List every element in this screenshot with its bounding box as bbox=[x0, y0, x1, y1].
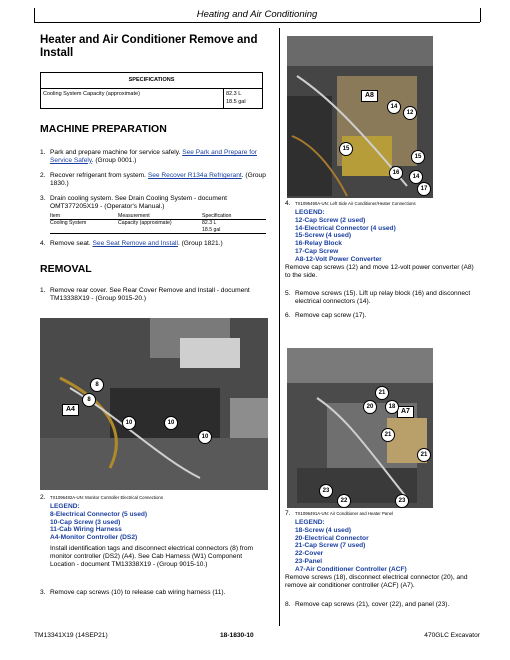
photo-illustration bbox=[287, 348, 433, 508]
callout-12: 12 bbox=[403, 106, 417, 120]
link-recover-refrigerant[interactable]: See Recover R134a Refrigerant bbox=[147, 172, 242, 179]
prep-spec-table: Item Measurement Specification Cooling System Capacity (approximate) 82.3 L 18.5 gal bbox=[50, 213, 266, 234]
callout-10c: 10 bbox=[198, 430, 212, 444]
figure-left-side-connections bbox=[287, 36, 433, 198]
callout-8a: 8 bbox=[90, 378, 104, 392]
column-divider bbox=[279, 28, 280, 626]
callout-18: 18 bbox=[385, 400, 399, 414]
link-park-prepare[interactable]: See Park and Prepare for Service Safely bbox=[50, 149, 257, 164]
callout-10b: 10 bbox=[164, 416, 178, 430]
removal-heading: REMOVAL bbox=[40, 263, 92, 275]
figure-monitor-controller bbox=[40, 318, 268, 490]
footer-model: 470GLC Excavator bbox=[424, 632, 480, 639]
figure2-text: Remove cap screws (12) and move 12-volt power converter (A8) to the side. bbox=[285, 264, 474, 279]
link-seat-remove[interactable]: See Seat Remove and Install bbox=[92, 240, 178, 247]
figure1-caption: 2. TX1096482A-UN: Monitor Controller Electrical Connections bbox=[40, 494, 163, 501]
prep-step-4: 4. Remove seat. See Seat Remove and Install. (Group 1821.) bbox=[40, 240, 223, 247]
callout-15a: 15 bbox=[339, 142, 353, 156]
prep-step-1: 1. Park and prepare machine for service safely. See Park and Prepare for Service Safely. (Group 0001.) bbox=[40, 149, 257, 164]
callout-21c: 21 bbox=[417, 448, 431, 462]
machine-prep-heading: MACHINE PREPARATION bbox=[40, 123, 167, 135]
page-header: Heating and Air Conditioning bbox=[34, 8, 480, 23]
callout-10a: 10 bbox=[122, 416, 136, 430]
callout-a4: A4 bbox=[62, 404, 79, 416]
callout-20: 20 bbox=[363, 400, 377, 414]
callout-a8: A8 bbox=[361, 90, 378, 102]
footer-doc-id: TM13341X19 (14SEP21) bbox=[34, 632, 108, 639]
footer-page-number: 18-1830-10 bbox=[220, 632, 254, 639]
figure3-legend: LEGEND: 18-Screw (4 used) 20-Electrical Connector 21-Cap Screw (7 used) 22-Cover 23-Panel A7-Air Conditioner Controller (ACF) bbox=[295, 519, 407, 573]
figure2-legend: LEGEND: 12-Cap Screw (2 used) 14-Electrical Connector (4 used) 15-Screw (4 used) 16-Relay Block 17-Cap Screw A8-12-Volt Power Converter bbox=[295, 209, 396, 263]
callout-17: 17 bbox=[417, 182, 431, 196]
callout-23b: 23 bbox=[395, 494, 409, 508]
figure1-text: Install identification tags and disconnect electrical connectors (8) from monitor controller (DS2) (A4). See Cab Harness (W1) Component Location - document TM13338X19 - (Group 9015-10.) bbox=[50, 545, 254, 568]
callout-21a: 21 bbox=[375, 386, 389, 400]
figure3-caption: 7. TX1096491A-UN: Air Conditioner and Heater Panel bbox=[285, 510, 393, 517]
spec-label: Cooling System Capacity (approximate) bbox=[41, 89, 224, 108]
prep-step-2: 2. Recover refrigerant from system. See Recover R134a Refrigerant. (Group 1830.) bbox=[40, 172, 266, 187]
figure1-legend: LEGEND: 8-Electrical Connector (5 used) 10-Cap Screw (3 used) 11-Cab Wiring Harness A4-Monitor Controller (DS2) bbox=[50, 503, 148, 542]
step-6: 6. Remove cap screw (17). bbox=[285, 312, 367, 319]
callout-8b: 8 bbox=[82, 393, 96, 407]
callout-14a: 14 bbox=[387, 100, 401, 114]
callout-16: 16 bbox=[389, 166, 403, 180]
header-border-right bbox=[480, 8, 481, 22]
spec-values: 82.3 L 18.5 gal bbox=[226, 91, 246, 105]
callout-21b: 21 bbox=[381, 428, 395, 442]
callout-14b: 14 bbox=[409, 170, 423, 184]
section-title: Heater and Air Conditioner Remove and Install bbox=[40, 34, 258, 59]
figure2-caption: 4. TX1096490A-UN: Left Side Air Conditioner/Heater Connections bbox=[285, 200, 416, 207]
callout-23a: 23 bbox=[319, 484, 333, 498]
step-8: 8. Remove cap screws (21), cover (22), and panel (23). bbox=[285, 601, 450, 608]
callout-15b: 15 bbox=[411, 150, 425, 164]
prep-step-3: 3. Drain cooling system. See Drain Cooling System - document OMT377205X19 - (Operator's Manual.) bbox=[40, 195, 228, 210]
figure3-text: Remove screws (18), disconnect electrical connector (20), and remove air conditioner controller (ACF) (A7). bbox=[285, 574, 468, 589]
specifications-table bbox=[40, 72, 263, 109]
removal-step-1: 1. Remove rear cover. See Rear Cover Remove and Install - document TM13338X19 - (Group 9015-20.) bbox=[40, 287, 250, 302]
figure-ac-heater-panel bbox=[287, 348, 433, 508]
spec-caption: SPECIFICATIONS bbox=[41, 73, 262, 89]
step-5: 5. Remove screws (15). Lift up relay block (16) and disconnect electrical connectors (14). bbox=[285, 290, 471, 305]
callout-a7: A7 bbox=[397, 406, 414, 418]
step-3: 3. Remove cap screws (10) to release cab wiring harness (11). bbox=[40, 589, 226, 596]
callout-22: 22 bbox=[337, 494, 351, 508]
